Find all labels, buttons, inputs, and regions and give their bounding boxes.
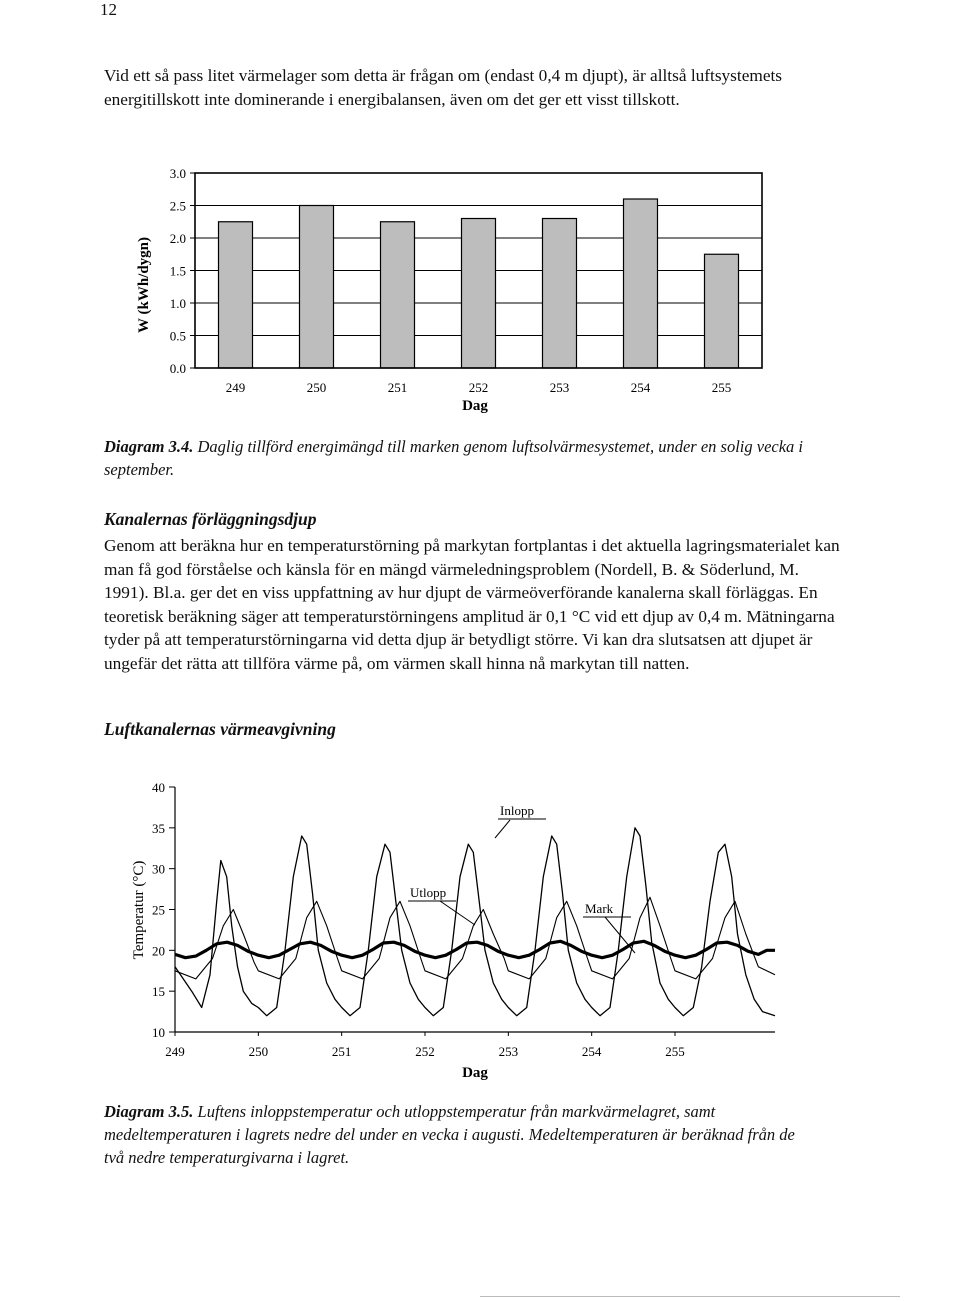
line-chart-y-tick-label: 25	[152, 902, 165, 918]
line-chart-y-tick-label: 30	[152, 861, 165, 877]
line-chart-x-label: Dag	[462, 1065, 488, 1081]
bar-chart-bar	[543, 219, 577, 369]
line-chart-annotations	[408, 803, 635, 953]
line-chart-x-tick-label: 250	[248, 1044, 269, 1059]
bar-chart-x-ticks	[226, 380, 732, 395]
bar-chart-x-tick-label: 250	[306, 380, 327, 395]
line-chart-y-tick-label: 10	[152, 1025, 165, 1040]
caption-diagram-3-4	[104, 435, 824, 481]
line-chart-x-tick-label: 255	[665, 1044, 685, 1059]
section-body-kanalernas: Genom att beräkna hur en temperaturstörning på markytan fortplantas i det aktuella lagringsmaterialet kan man få god förståelse och känsla för en mängd värmeledningsproblem (Nordell, B. & Söderlund, M. 1991). Bl.a. ger det en viss uppfattning av hur djupt de värmeöverförande kanalerna skall förläggas. En teoretisk beräkning säger att temperaturstörningens amplitud är 0,1 °C vid ett djup av 0,4 m. Mätningarna tyder på att temperaturstörningarna vid detta djup är betydligt större. Vi kan dra slutsatsen att djupet är ungefär det rätta att tillföra värme på, om värmen skall hinna nå markytan till natten.	[104, 536, 840, 673]
bar-chart-y-ticks	[170, 166, 195, 376]
bar-chart-bar	[300, 206, 334, 369]
bar-chart-y-tick-label: 1.0	[169, 296, 186, 311]
annotation-inlopp: Inlopp	[500, 803, 534, 818]
line-series-mark	[175, 941, 775, 957]
bar-chart-x-tick-label: 249	[225, 380, 246, 395]
bar-chart-x-tick-label: 251	[387, 380, 408, 395]
line-chart-x-tick-label: 254	[581, 1044, 602, 1059]
caption-text: Daglig tillförd energimängd till marken genom luftsolvärmesystemet, under en solig vecka i september.	[104, 437, 804, 479]
intro-paragraph: Vid ett så pass litet värmelager som detta är frågan om (endast 0,4 m djupt), är alltså luftsystemets energitillskott inte dominerande i energibalansen, även om det ger ett visst tillskott.	[104, 66, 783, 109]
line-chart-x-tick-label: 251	[331, 1044, 352, 1059]
bar-chart-bar	[381, 222, 415, 368]
annotation-utlopp: Utlopp	[410, 885, 447, 900]
bar-chart-y-tick-label: 3.0	[169, 166, 186, 181]
line-chart-y-tick-label: 20	[152, 943, 165, 959]
caption-diagram-3-5	[104, 1100, 819, 1169]
line-chart-y-ticks	[152, 780, 175, 1040]
bar-chart-y-tick-label: 1.5	[169, 263, 186, 279]
line-chart-x-tick-label: 249	[165, 1044, 185, 1059]
bar-chart-y-tick-label: 0.0	[169, 361, 186, 376]
footer-rule	[480, 1296, 900, 1297]
bar-chart-x-tick-label: 252	[468, 380, 489, 395]
line-chart-y-tick-label: 15	[152, 984, 165, 1000]
caption-text: Luftens inloppstemperatur och utloppstemperatur från markvärmelagret, samt medeltemperaturen i lagrets nedre del under en vecka i augusti. Medeltemperaturen är beräknad från de två nedre temperaturgivarna i lagret.	[104, 1102, 795, 1167]
caption-label: Diagram 3.4.	[104, 437, 194, 456]
bar-chart-x-label: Dag	[462, 398, 488, 414]
bar-chart-bar	[219, 222, 253, 368]
line-chart-x-ticks	[165, 1032, 685, 1059]
section-heading-luftkanalernas: Luftkanalernas värmeavgivning	[104, 719, 336, 739]
bar-chart-bars	[219, 199, 739, 368]
bar-chart-x-tick-label: 253	[549, 380, 570, 395]
bar-chart-bar	[705, 254, 739, 368]
annotation-inlopp-leader	[495, 820, 510, 838]
bar-chart-x-tick-label: 254	[630, 380, 651, 395]
bar-chart-y-tick-label: 0.5	[169, 328, 186, 344]
line-series-inlopp	[175, 828, 775, 1016]
line-chart-x-tick-label: 253	[498, 1044, 519, 1059]
line-series-utlopp	[175, 897, 775, 979]
line-chart-y-tick-label: 35	[152, 820, 165, 836]
bar-chart-daily-energy	[100, 160, 800, 420]
annotation-mark: Mark	[585, 901, 614, 916]
section-heading-kanalernas: Kanalernas förläggningsdjup	[104, 509, 317, 529]
caption-label: Diagram 3.5.	[104, 1102, 194, 1121]
page-number: 12	[100, 0, 117, 19]
bar-chart-y-tick-label: 2.5	[169, 198, 186, 214]
line-chart-temperatures	[100, 775, 800, 1085]
line-chart-series	[175, 828, 775, 1016]
bar-chart-x-tick-label: 255	[711, 380, 732, 395]
bar-chart-y-tick-label: 2.0	[169, 231, 186, 246]
line-chart-x-tick-label: 252	[415, 1044, 435, 1059]
line-chart-y-label: Temperatur (°C)	[131, 860, 147, 960]
line-chart-y-tick-label: 40	[152, 780, 165, 795]
bar-chart-y-label: W (kWh/dygn)	[136, 236, 152, 334]
line-chart-axes	[175, 787, 775, 1032]
bar-chart-bar	[624, 199, 658, 368]
bar-chart-bar	[462, 219, 496, 369]
annotation-mark-leader	[605, 917, 635, 953]
